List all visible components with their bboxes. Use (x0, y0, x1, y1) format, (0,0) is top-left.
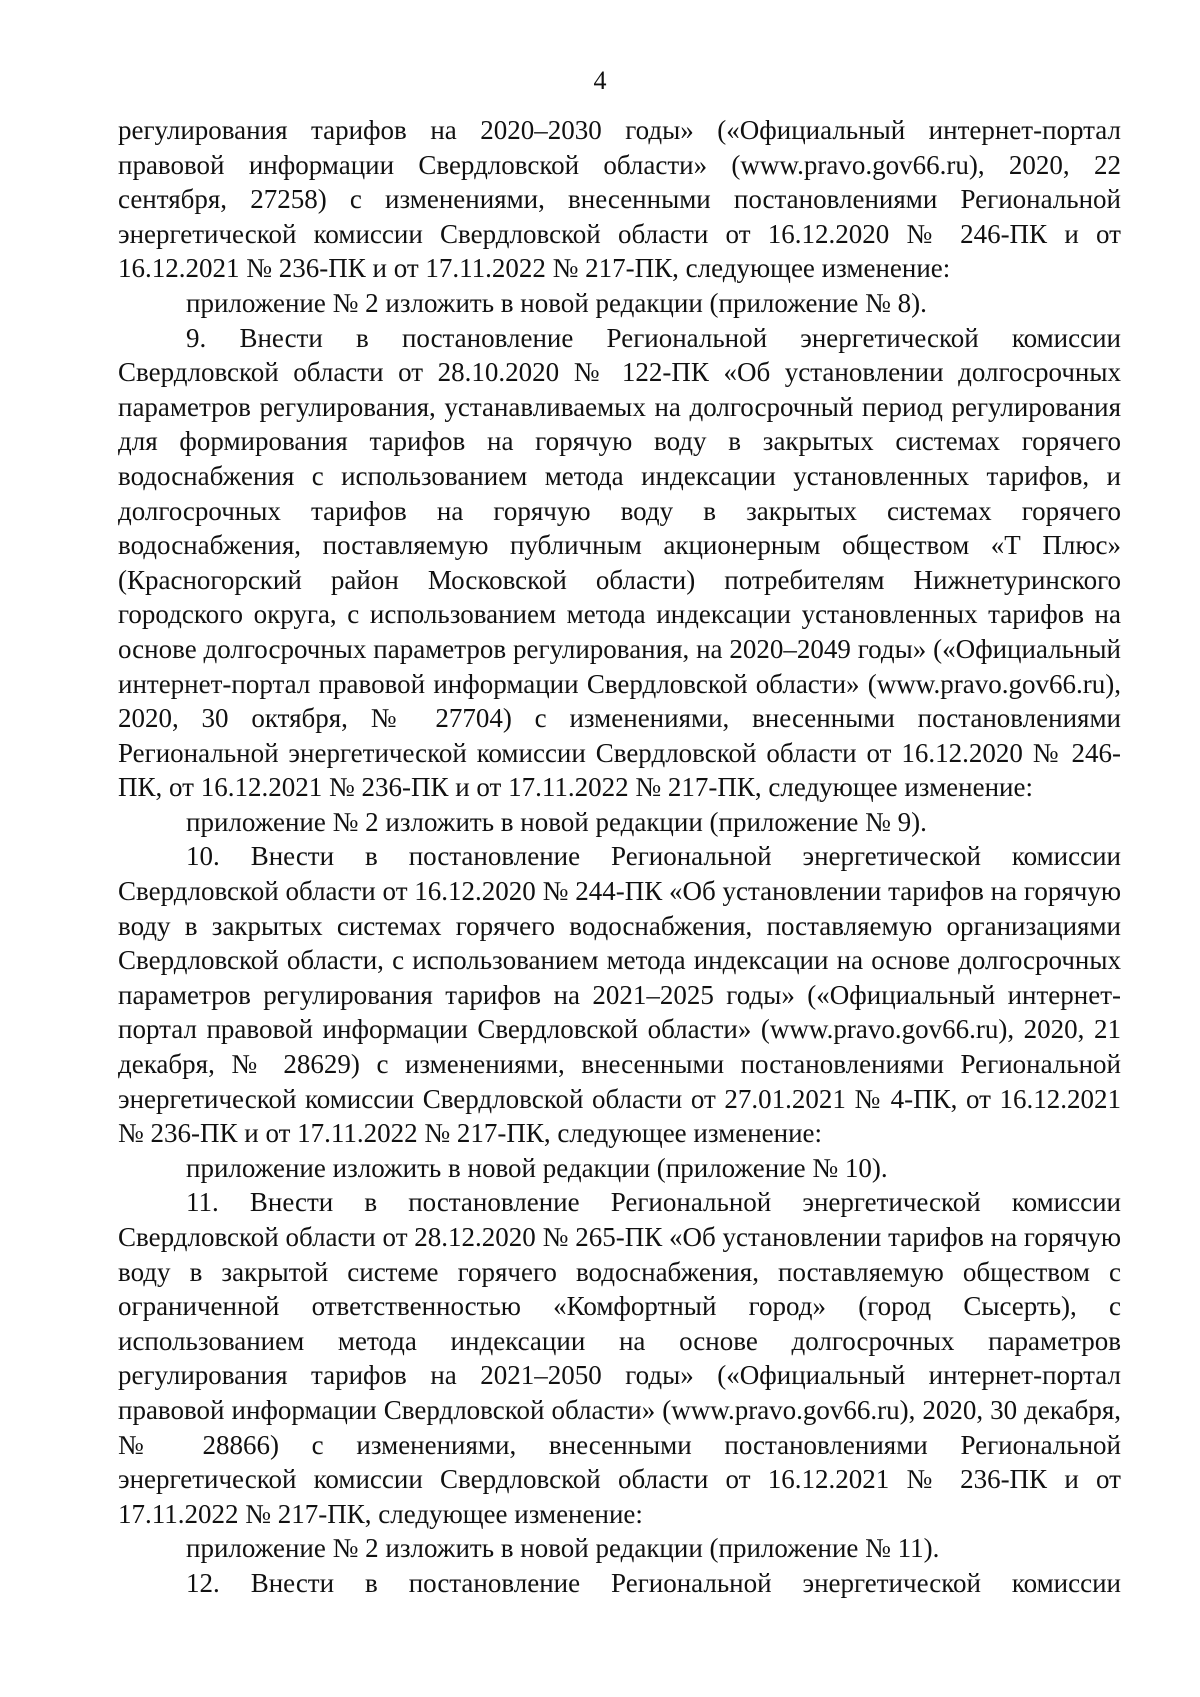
paragraph-item-9-amendment: приложение № 2 изложить в новой редакции (приложение № 9). (186, 806, 927, 837)
paragraph-item-10-amendment: приложение изложить в новой редакции (приложение № 10). (186, 1152, 888, 1183)
paragraph-item-12: 12. Внести в постановление Региональной энергетической комиссии (186, 1567, 1121, 1598)
paragraph-item-10: 10. Внести в постановление Региональной энергетической комиссии Свердловской области от 16.12.2020 № 244-ПК «Об установлении тарифов на горячую воду в закрытых системах горячего водоснабжения, поставляемую организациями Свердловской области, с использованием метода индексации на основе долгосрочных параметров регулирования тарифов на 2021–2025 годы» («Официальный интернет-портал правовой информации Свердловской области» (www.pravo.gov66.ru), 2020, 21 декабря, № 28629) с изменениями, внесенными постановлениями Региональной энергетической комиссии Свердловской области от 27.01.2021 № 4-ПК, от 16.12.2021 № 236-ПК и от 17.11.2022 № 217-ПК, следующее изменение: (118, 841, 1121, 1149)
paragraph-item-11: 11. Внести в постановление Региональной энергетической комиссии Свердловской области от 28.12.2020 № 265-ПК «Об установлении тарифов на горячую воду в закрытой системе горячего водоснабжения, поставляемую обществом с ограниченной ответственностью «Комфортный город» (город Сысерть), с использованием метода индексации на основе долгосрочных параметров регулирования тарифов на 2021–2050 годы» («Официальный интернет-портал правовой информации Свердловской области» (www.pravo.gov66.ru), 2020, 30 декабря, № 28866) с изменениями, внесенными постановлениями Региональной энергетической комиссии Свердловской области от 16.12.2021 № 236-ПК и от 17.11.2022 № 217-ПК, следующее изменение: (118, 1187, 1121, 1529)
paragraph-item-8-amendment: приложение № 2 изложить в новой редакции (приложение № 8). (186, 287, 927, 318)
paragraph-item-11-amendment: приложение № 2 изложить в новой редакции (приложение № 11). (186, 1533, 940, 1564)
page-number: 4 (593, 66, 607, 95)
document-body (118, 113, 1121, 1601)
paragraph-item-9: 9. Внести в постановление Региональной энергетической комиссии Свердловской области от 28.10.2020 № 122-ПК «Об установлении долгосрочных параметров регулирования, устанавливаемых на долгосрочный период регулирования для формирования тарифов на горячую воду в закрытых системах горячего водоснабжения с использованием метода индексации установленных тарифов, и долгосрочных тарифов на горячую воду в закрытых системах горячего водоснабжения, поставляемую публичным акционерным обществом «Т Плюс» (Красногорский район Московской области) потребителям Нижнетуринского городского округа, с использованием метода индексации установленных тарифов на основе долгосрочных параметров регулирования, на 2020–2049 годы» («Официальный интернет-портал правовой информации Свердловской области» (www.pravo.gov66.ru), 2020, 30 октября, № 27704) с изменениями, внесенными постановлениями Региональной энергетической комиссии Свердловской области от 16.12.2020 № 246-ПК, от 16.12.2021 № 236-ПК и от 17.11.2022 № 217-ПК, следующее изменение: (118, 322, 1121, 803)
paragraph-continuation: регулирования тарифов на 2020–2030 годы» («Официальный интернет-портал правовой информации Свердловской области» (www.pravo.gov66.ru), 2020, 22 сентября, 27258) с изменениями, внесенными постановлениями Региональной энергетической комиссии Свердловской области от 16.12.2020 № 246-ПК и от 16.12.2021 № 236-ПК и от 17.11.2022 № 217-ПК, следующее изменение: (118, 115, 1121, 284)
